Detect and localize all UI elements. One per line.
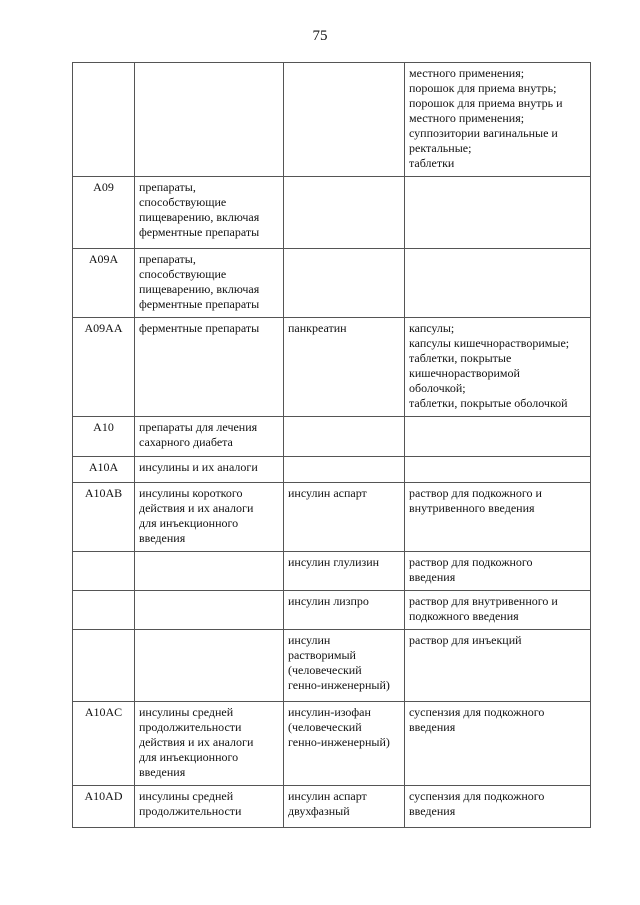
dosage-form-cell: [405, 483, 591, 552]
drug-name-cell: [284, 702, 405, 786]
atc-group-cell-line: ферментные препараты: [139, 297, 260, 311]
table-row: [73, 483, 591, 552]
drug-name-cell: [284, 63, 405, 177]
atc-group-cell: [135, 483, 284, 552]
dosage-form-cell: [405, 457, 591, 483]
dosage-form-cell: [405, 630, 591, 702]
drug-name-cell: [284, 249, 405, 318]
dosage-form-cell-line: суспензия для подкожного: [409, 789, 545, 803]
drug-name-cell-line: генно-инженерный): [288, 735, 390, 749]
dosage-form-cell-line: раствор для подкожного и: [409, 486, 542, 500]
table-row: [73, 177, 591, 249]
drug-name-cell-line: двухфазный: [288, 804, 350, 818]
dosage-form-cell: [405, 702, 591, 786]
atc-group-cell-line: способствующие: [139, 267, 227, 281]
atc-group-cell-line: введения: [139, 531, 186, 545]
atc-group-cell: [135, 63, 284, 177]
drug-name-cell: [284, 630, 405, 702]
dosage-form-cell-line: суспензия для подкожного: [409, 705, 545, 719]
drug-name-cell: [284, 417, 405, 457]
dosage-form-cell: [405, 177, 591, 249]
atc-code-cell: [73, 552, 135, 591]
dosage-form-cell-line: порошок для приема внутрь;: [409, 81, 557, 95]
atc-group-cell-line: действия и их аналоги: [139, 735, 254, 749]
dosage-form-cell: [405, 552, 591, 591]
atc-code-cell: A10A: [73, 457, 135, 483]
dosage-form-cell-line: местного применения;: [409, 66, 525, 80]
drug-name-cell-line: (человеческий: [288, 720, 362, 734]
table-row: [73, 63, 591, 177]
dosage-form-cell: [405, 249, 591, 318]
atc-group-cell-line: способствующие: [139, 195, 227, 209]
atc-code-cell: A10AD: [73, 786, 135, 828]
dosage-form-cell-line: порошок для приема внутрь и: [409, 96, 563, 110]
dosage-form-cell-line: введения: [409, 720, 456, 734]
atc-group-cell: [135, 318, 284, 417]
dosage-form-cell: [405, 786, 591, 828]
atc-group-cell-line: сахарного диабета: [139, 435, 233, 449]
atc-group-cell-line: инсулины средней: [139, 705, 234, 719]
table-row: [73, 417, 591, 457]
table-row: [73, 630, 591, 702]
atc-group-cell-line: введения: [139, 765, 186, 779]
atc-code-cell: A09AA: [73, 318, 135, 417]
atc-group-cell-line: инсулины короткого: [139, 486, 243, 500]
dosage-form-cell-line: ректальные;: [409, 141, 472, 155]
atc-code-cell: [73, 630, 135, 702]
dosage-form-cell-line: раствор для подкожного: [409, 555, 533, 569]
drug-name-cell: [284, 177, 405, 249]
page-number: 75: [312, 28, 328, 44]
table-row: [73, 249, 591, 318]
drug-name-cell: [284, 483, 405, 552]
dosage-form-cell-line: таблетки, покрытые оболочкой: [409, 396, 568, 410]
dosage-form-cell: [405, 591, 591, 630]
drug-name-cell: [284, 318, 405, 417]
dosage-form-cell-line: капсулы кишечнорастворимые;: [409, 336, 570, 350]
atc-group-cell-line: ферментные препараты: [139, 321, 260, 335]
drug-name-cell: [284, 552, 405, 591]
dosage-form-cell-line: таблетки, покрытые: [409, 351, 512, 365]
atc-group-cell-line: инсулины средней: [139, 789, 234, 803]
dosage-form-cell: [405, 63, 591, 177]
drug-name-cell-line: инсулин аспарт: [288, 486, 367, 500]
drug-name-cell-line: (человеческий: [288, 663, 362, 677]
atc-group-cell: [135, 552, 284, 591]
atc-group-cell-line: для инъекционного: [139, 750, 239, 764]
atc-code-cell: A10: [73, 417, 135, 457]
dosage-form-cell-line: внутривенного введения: [409, 501, 535, 515]
dosage-form-cell-line: оболочкой;: [409, 381, 466, 395]
dosage-form-cell-line: введения: [409, 804, 456, 818]
atc-group-cell-line: продолжительности: [139, 720, 242, 734]
drug-name-cell-line: инсулин лизпро: [288, 594, 369, 608]
atc-group-cell-line: инсулины и их аналоги: [139, 460, 258, 474]
drug-name-cell-line: генно-инженерный): [288, 678, 390, 692]
atc-group-cell: [135, 177, 284, 249]
dosage-form-cell-line: таблетки: [409, 156, 455, 170]
dosage-form-cell-line: подкожного введения: [409, 609, 519, 623]
atc-group-cell-line: препараты,: [139, 252, 196, 266]
drug-name-cell: [284, 591, 405, 630]
atc-group-cell-line: препараты для лечения: [139, 420, 258, 434]
atc-group-cell: [135, 786, 284, 828]
dosage-form-cell: [405, 318, 591, 417]
table-row: [73, 552, 591, 591]
dosage-form-cell-line: введения: [409, 570, 456, 584]
atc-group-cell: [135, 591, 284, 630]
drug-name-cell: [284, 457, 405, 483]
atc-group-cell-line: пищеварению, включая: [139, 282, 260, 296]
dosage-form-cell-line: раствор для внутривенного и: [409, 594, 558, 608]
dosage-form-cell-line: суппозитории вагинальные и: [409, 126, 558, 140]
table-row: [73, 702, 591, 786]
dosage-form-cell-line: капсулы;: [409, 321, 455, 335]
atc-group-cell: [135, 702, 284, 786]
atc-code-cell: [73, 63, 135, 177]
atc-group-cell-line: пищеварению, включая: [139, 210, 260, 224]
table-row: [73, 591, 591, 630]
atc-group-cell: [135, 249, 284, 318]
atc-code-cell: A09: [73, 177, 135, 249]
dosage-form-cell-line: местного применения;: [409, 111, 525, 125]
drug-table: [72, 62, 591, 828]
atc-code-cell: A10AB: [73, 483, 135, 552]
dosage-form-cell-line: раствор для инъекций: [409, 633, 522, 647]
atc-group-cell-line: продолжительности: [139, 804, 242, 818]
drug-name-cell-line: инсулин-изофан: [288, 705, 371, 719]
atc-group-cell-line: для инъекционного: [139, 516, 239, 530]
dosage-form-cell: [405, 417, 591, 457]
atc-group-cell: [135, 417, 284, 457]
atc-code-cell: A10AC: [73, 702, 135, 786]
atc-group-cell-line: ферментные препараты: [139, 225, 260, 239]
table-row: [73, 786, 591, 828]
atc-group-cell: [135, 630, 284, 702]
drug-name-cell-line: инсулин: [288, 633, 331, 647]
atc-code-cell: A09A: [73, 249, 135, 318]
drug-name-cell-line: инсулин глулизин: [288, 555, 380, 569]
drug-name-cell-line: панкреатин: [288, 321, 347, 335]
atc-code-cell: [73, 591, 135, 630]
dosage-form-cell-line: кишечнорастворимой: [409, 366, 520, 380]
atc-group-cell-line: действия и их аналоги: [139, 501, 254, 515]
atc-group-cell: [135, 457, 284, 483]
drug-name-cell: [284, 786, 405, 828]
table-row: [73, 318, 591, 417]
drug-name-cell-line: растворимый: [288, 648, 356, 662]
atc-group-cell-line: препараты,: [139, 180, 196, 194]
drug-name-cell-line: инсулин аспарт: [288, 789, 367, 803]
table-row: [73, 457, 591, 483]
